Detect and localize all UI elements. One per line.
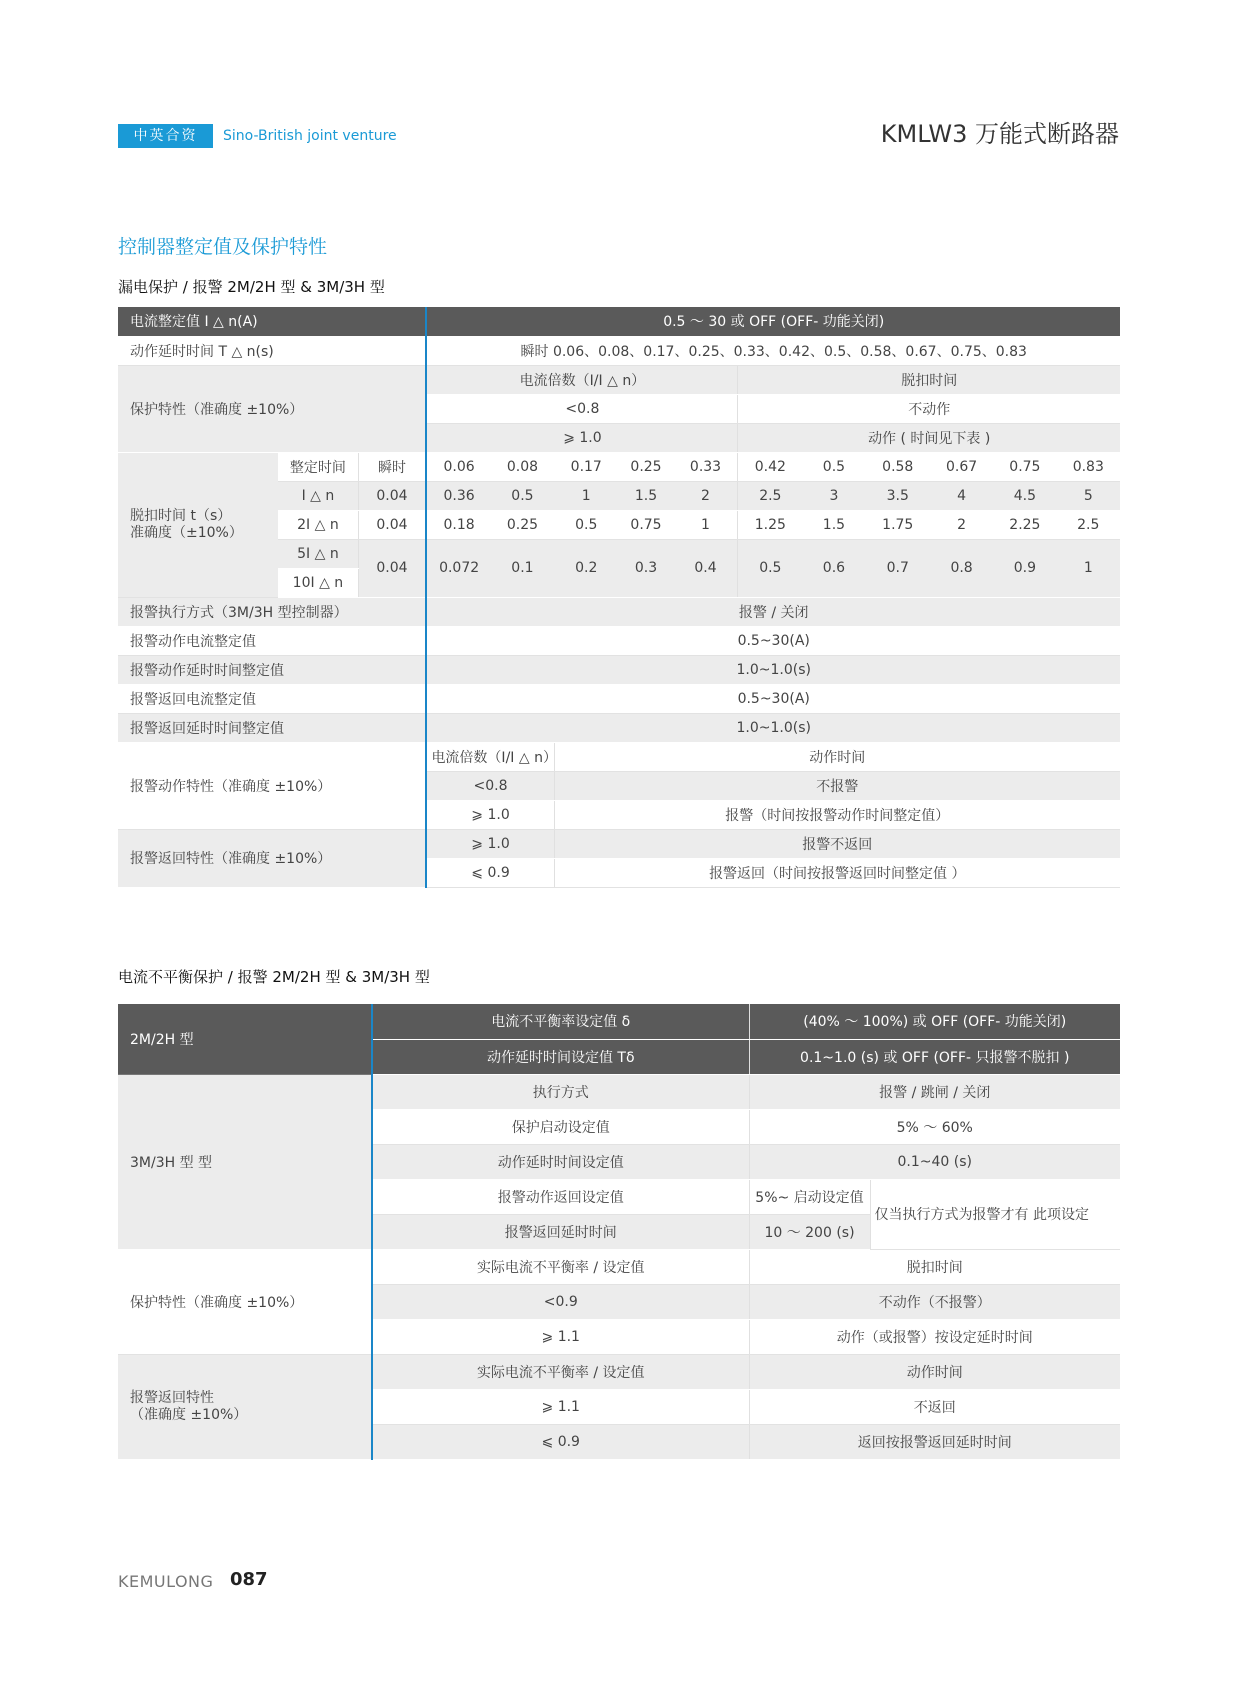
- alarm-action-label: 报警动作特性（准确度 ±10%）: [118, 742, 426, 829]
- type-3m-label: 3M/3H 型 型: [118, 1074, 372, 1249]
- table-cell: 0.5~30(A): [426, 684, 1120, 713]
- table-cell: 0.25: [491, 510, 554, 539]
- table2-title: 电流不平衡保护 / 报警 2M/2H 型 & 3M/3H 型: [118, 968, 430, 986]
- table-cell: 0.08: [491, 452, 554, 481]
- table-cell: 1.5: [618, 481, 673, 510]
- table-cell: ⩾ 1.0: [426, 800, 554, 829]
- table-row: [118, 713, 1120, 742]
- table-cell: 实际电流不平衡率 / 设定值: [372, 1249, 749, 1284]
- table-cell: 0.5: [554, 510, 618, 539]
- table-cell: 1.75: [866, 510, 930, 539]
- table-cell: 脱扣时间: [749, 1249, 1120, 1284]
- table-cell: 报警不返回: [554, 829, 1120, 858]
- table-cell: 2: [674, 481, 738, 510]
- table-cell: 报警返回延时时间: [372, 1214, 749, 1249]
- table-cell: 电流倍数（I/I △ n）: [426, 365, 737, 394]
- table-cell: 0.4: [674, 539, 738, 597]
- trip-key-cell: 整定时间: [278, 452, 358, 481]
- table-cell: 5% ～ 60%: [749, 1109, 1120, 1144]
- table-cell: 报警返回（时间按报警返回时间整定值 ）: [554, 858, 1120, 887]
- current-setting-label: 电流整定值 I △ n(A): [118, 307, 426, 336]
- product-title: KMLW3 万能式断路器: [880, 120, 1119, 148]
- table-cell: <0.8: [426, 394, 737, 423]
- table-cell: 0.04: [358, 510, 426, 539]
- table-cell: 0.75: [618, 510, 673, 539]
- table-cell: 0.18: [426, 510, 490, 539]
- table-cell: 5: [1057, 481, 1120, 510]
- table-row: [118, 307, 1120, 336]
- section-title: 控制器整定值及保护特性: [118, 236, 328, 258]
- leakage-protection-table: [118, 307, 1120, 888]
- table-cell: 0.36: [426, 481, 490, 510]
- table-cell: 动作时间: [554, 742, 1120, 771]
- table-cell: 不动作（不报警）: [749, 1284, 1120, 1319]
- table-row: [118, 452, 1120, 481]
- table-row: [118, 1074, 1120, 1109]
- table-row: [118, 1249, 1120, 1284]
- row-label: 报警执行方式（3M/3H 型控制器）: [118, 597, 426, 626]
- table-cell: 0.3: [618, 539, 673, 597]
- table-row: [118, 829, 1120, 858]
- delay-time-value: 瞬时 0.06、0.08、0.17、0.25、0.33、0.42、0.5、0.58、0.67、0.75、0.83: [426, 336, 1120, 365]
- table-cell: 实际电流不平衡率 / 设定值: [372, 1354, 749, 1389]
- table-cell: 5%~ 启动设定值: [749, 1179, 870, 1214]
- table-row: [118, 1354, 1120, 1389]
- current-setting-value: 0.5 ～ 30 或 OFF (OFF- 功能关闭): [426, 307, 1120, 336]
- type-2m-label: 2M/2H 型: [118, 1004, 372, 1074]
- table-cell: ⩾ 1.0: [426, 829, 554, 858]
- table-cell: 瞬时: [358, 452, 426, 481]
- table-cell: 0.5~30(A): [426, 626, 1120, 655]
- alarm-return-label: 报警返回特性（准确度 ±10%）: [118, 829, 426, 887]
- table-cell: 动作 ( 时间见下表 ): [738, 423, 1120, 452]
- table-cell: 0.06: [426, 452, 490, 481]
- row-label: 报警动作延时时间整定值: [118, 655, 426, 684]
- table-cell: 1.25: [738, 510, 802, 539]
- table-cell: 1: [1057, 539, 1120, 597]
- table-cell: 保护启动设定值: [372, 1109, 749, 1144]
- table-cell: 2.5: [1057, 510, 1120, 539]
- table-row: [118, 336, 1120, 365]
- table-cell: 0.04: [358, 481, 426, 510]
- table-cell: 2: [930, 510, 993, 539]
- trip-time-label: [118, 452, 278, 597]
- row-label: 报警返回电流整定值: [118, 684, 426, 713]
- table-cell: 0.6: [802, 539, 865, 597]
- table-cell: 0.1~40 (s): [749, 1144, 1120, 1179]
- table-cell: 1: [554, 481, 618, 510]
- return-label-line1: 报警返回特性: [130, 1389, 214, 1406]
- table-cell: 报警动作返回设定值: [372, 1179, 749, 1214]
- table1-title: 漏电保护 / 报警 2M/2H 型 & 3M/3H 型: [118, 278, 385, 296]
- table-cell: 4: [930, 481, 993, 510]
- table-cell: 0.58: [866, 452, 930, 481]
- table-cell: 0.9: [993, 539, 1056, 597]
- table-cell: 不返回: [749, 1389, 1120, 1424]
- table-cell: <0.9: [372, 1284, 749, 1319]
- table-cell: 2.5: [738, 481, 802, 510]
- table-cell: ⩽ 0.9: [426, 858, 554, 887]
- table-cell: 动作（或报警）按设定延时时间: [749, 1319, 1120, 1354]
- protection-label: 保护特性（准确度 ±10%）: [118, 365, 426, 452]
- table-cell: 1.5: [802, 510, 865, 539]
- table-cell: 0.42: [738, 452, 802, 481]
- table-cell: 报警 / 跳闸 / 关闭: [749, 1074, 1120, 1109]
- joint-venture-badge: 中英合资: [118, 124, 213, 148]
- table-cell: 动作时间: [749, 1354, 1120, 1389]
- table-row: [118, 626, 1120, 655]
- page-number: 087: [230, 1569, 268, 1590]
- table-cell: 不报警: [554, 771, 1120, 800]
- table-cell: 0.75: [993, 452, 1056, 481]
- table-cell: 10 ～ 200 (s): [749, 1214, 870, 1249]
- table-row: [118, 684, 1120, 713]
- unbalance-protection-label: 保护特性（准确度 ±10%）: [118, 1249, 372, 1354]
- table-cell: 执行方式: [372, 1074, 749, 1109]
- table-cell: 电流倍数（I/I △ n）: [426, 742, 554, 771]
- table-row: [118, 365, 1120, 394]
- table-cell: 0.2: [554, 539, 618, 597]
- trip-time-label-line1: 脱扣时间 t（s）: [130, 507, 232, 524]
- table-cell: 0.5: [491, 481, 554, 510]
- table-cell: 3: [802, 481, 865, 510]
- table-cell: 报警 / 关闭: [426, 597, 1120, 626]
- table-cell: 不动作: [738, 394, 1120, 423]
- table-row: [118, 655, 1120, 684]
- table-cell: 1: [674, 510, 738, 539]
- table-cell: 0.17: [554, 452, 618, 481]
- table-cell: 0.8: [930, 539, 993, 597]
- trip-key-cell: 2I △ n: [278, 510, 358, 539]
- table-cell: 1.0~1.0(s): [426, 713, 1120, 742]
- delay-time-label: 动作延时时间 T △ n(s): [118, 336, 426, 365]
- return-label-line2: （准确度 ±10%）: [130, 1406, 248, 1423]
- unbalance-return-label: [118, 1354, 372, 1459]
- table-cell: <0.8: [426, 771, 554, 800]
- table-cell: 0.072: [426, 539, 490, 597]
- table-cell: 0.67: [930, 452, 993, 481]
- table-cell: 1.0~1.0(s): [426, 655, 1120, 684]
- table-cell: 动作延时时间设定值 Tδ: [372, 1039, 749, 1074]
- table-cell: 0.33: [674, 452, 738, 481]
- table-cell: 返回按报警返回延时时间: [749, 1424, 1120, 1459]
- table-cell: ⩾ 1.1: [372, 1319, 749, 1354]
- trip-key-cell: 5I △ n: [278, 539, 358, 568]
- table-cell: 仅当执行方式为报警才有 此项设定: [870, 1179, 1120, 1249]
- table-cell: 电流不平衡率设定值 δ: [372, 1004, 749, 1039]
- table-cell: 0.1~1.0 (s) 或 OFF (OFF- 只报警不脱扣 ): [749, 1039, 1120, 1074]
- table-row: [118, 742, 1120, 771]
- table-row: [118, 597, 1120, 626]
- table-cell: 0.5: [738, 539, 802, 597]
- table-cell: ⩾ 1.1: [372, 1389, 749, 1424]
- table-cell: 0.04: [358, 539, 426, 597]
- trip-time-label-line2: 准确度（±10%）: [130, 524, 243, 541]
- table-cell: 0.5: [802, 452, 865, 481]
- table-cell: 4.5: [993, 481, 1056, 510]
- row-label: 报警返回延时时间整定值: [118, 713, 426, 742]
- table-cell: ⩾ 1.0: [426, 423, 737, 452]
- trip-key-cell: 10I △ n: [278, 568, 358, 597]
- unbalance-protection-table: [118, 1004, 1120, 1460]
- table-cell: 脱扣时间: [738, 365, 1120, 394]
- table-cell: 0.7: [866, 539, 930, 597]
- table-cell: 3.5: [866, 481, 930, 510]
- table-cell: 动作延时时间设定值: [372, 1144, 749, 1179]
- table-cell: 0.1: [491, 539, 554, 597]
- joint-venture-tagline: Sino-British joint venture: [223, 128, 397, 144]
- row-label: 报警动作电流整定值: [118, 626, 426, 655]
- table-row: [118, 1004, 1120, 1039]
- footer-brand: KEMULONG: [118, 1572, 214, 1591]
- table-cell: 报警（时间按报警动作时间整定值）: [554, 800, 1120, 829]
- table-cell: 0.25: [618, 452, 673, 481]
- trip-key-cell: I △ n: [278, 481, 358, 510]
- table-cell: 2.25: [993, 510, 1056, 539]
- table-cell: ⩽ 0.9: [372, 1424, 749, 1459]
- table-cell: 0.83: [1057, 452, 1120, 481]
- table-cell: (40% ～ 100%) 或 OFF (OFF- 功能关闭): [749, 1004, 1120, 1039]
